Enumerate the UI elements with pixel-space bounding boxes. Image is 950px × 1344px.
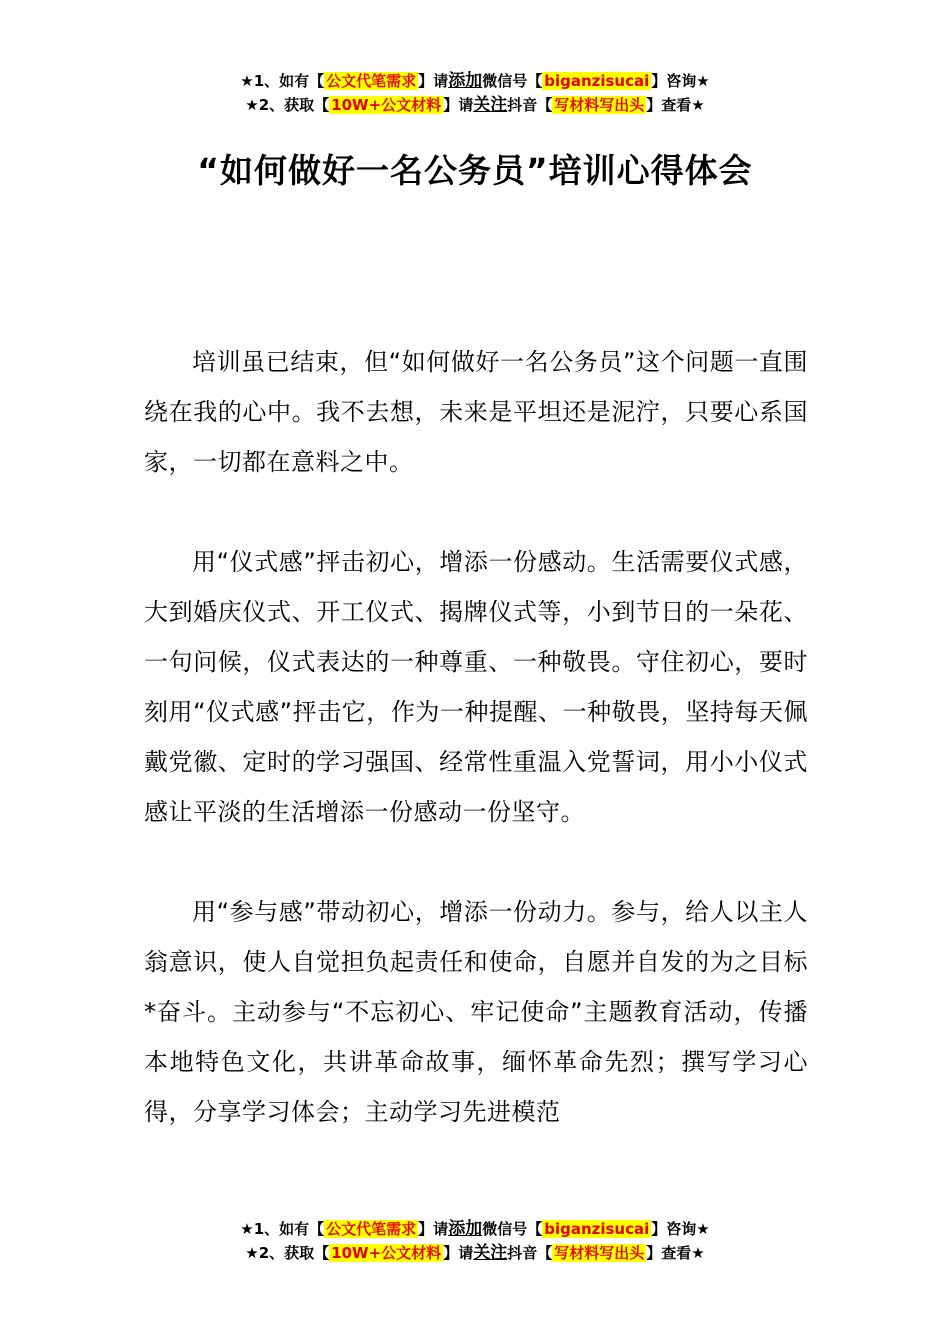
paragraph: 培训虽已结束，但“如何做好一名公务员”这个问题一直围绕在我的心中。我不去想，未来是平坦还是泥泞，只要心系国家，一切都在意料之中。 (144, 348, 808, 476)
banner-emphasis: 添加 (448, 71, 483, 91)
highlighted-douyin-account: 写材料写出头 (554, 96, 645, 114)
header-banner (0, 69, 950, 117)
banner-line-2 (0, 93, 950, 117)
banner-text: 】查看★ (646, 1244, 705, 1262)
highlighted-douyin-account: 写材料写出头 (554, 1244, 645, 1262)
paragraph: 用“仪式感”抨击初心，增添一份感动。生活需要仪式感，大到婚庆仪式、开工仪式、揭牌仪式等，小到节日的一朵花、一句问候，仪式表达的一种尊重、一种敬畏。守住初心，要时刻用“仪式感”抨击它，作为一种提醒、一种敬畏，坚持每天佩戴党徽、定时的学习强国、经常性重温入党誓词，用小小仪式感让平淡的生活增添一份感动一份坚守。 (144, 548, 808, 826)
highlighted-wechat-id: biganzisucai (544, 1220, 650, 1238)
banner-text: 】请 (443, 1244, 474, 1262)
banner-text: 】查看★ (646, 96, 705, 114)
highlighted-service: 公文代笔需求 (326, 1220, 417, 1238)
banner-text: ★1、如有【 (240, 72, 325, 90)
banner-line-1 (0, 1217, 950, 1241)
banner-line-2 (0, 1241, 950, 1265)
highlighted-materials: 10W+公文材料 (331, 1244, 442, 1262)
highlighted-service: 公文代笔需求 (326, 72, 417, 90)
document-title: “如何做好一名公务员”培训心得体会 (197, 151, 753, 190)
banner-emphasis: 关注 (473, 1243, 508, 1263)
banner-text: ★1、如有【 (240, 1220, 325, 1238)
banner-emphasis: 关注 (473, 95, 508, 115)
banner-text: 微信号【 (482, 1220, 543, 1238)
highlighted-materials: 10W+公文材料 (331, 96, 442, 114)
footer-banner (0, 1217, 950, 1265)
banner-text: ★2、获取【 (245, 1244, 330, 1262)
banner-text: 】请 (443, 96, 474, 114)
banner-text: ★2、获取【 (245, 96, 330, 114)
banner-emphasis: 添加 (448, 1219, 483, 1239)
document-body (144, 337, 808, 1187)
banner-text: 】咨询★ (651, 72, 710, 90)
banner-text: 】咨询★ (651, 1220, 710, 1238)
banner-text: 微信号【 (482, 72, 543, 90)
highlighted-wechat-id: biganzisucai (544, 72, 650, 90)
banner-text: 】请 (418, 72, 449, 90)
banner-text: 】请 (418, 1220, 449, 1238)
banner-line-1 (0, 69, 950, 93)
banner-text: 抖音【 (507, 96, 553, 114)
banner-text: 抖音【 (507, 1244, 553, 1262)
paragraph: 用“参与感”带动初心，增添一份动力。参与，给人以主人翁意识，使人自觉担负起责任和使命，自愿并自发的为之目标*奋斗。主动参与“不忘初心、牢记使命”主题教育活动，传播本地特色文化，共讲革命故事，缅怀革命先烈；撰写学习心得，分享学习体会；主动学习先进模范 (144, 898, 808, 1126)
